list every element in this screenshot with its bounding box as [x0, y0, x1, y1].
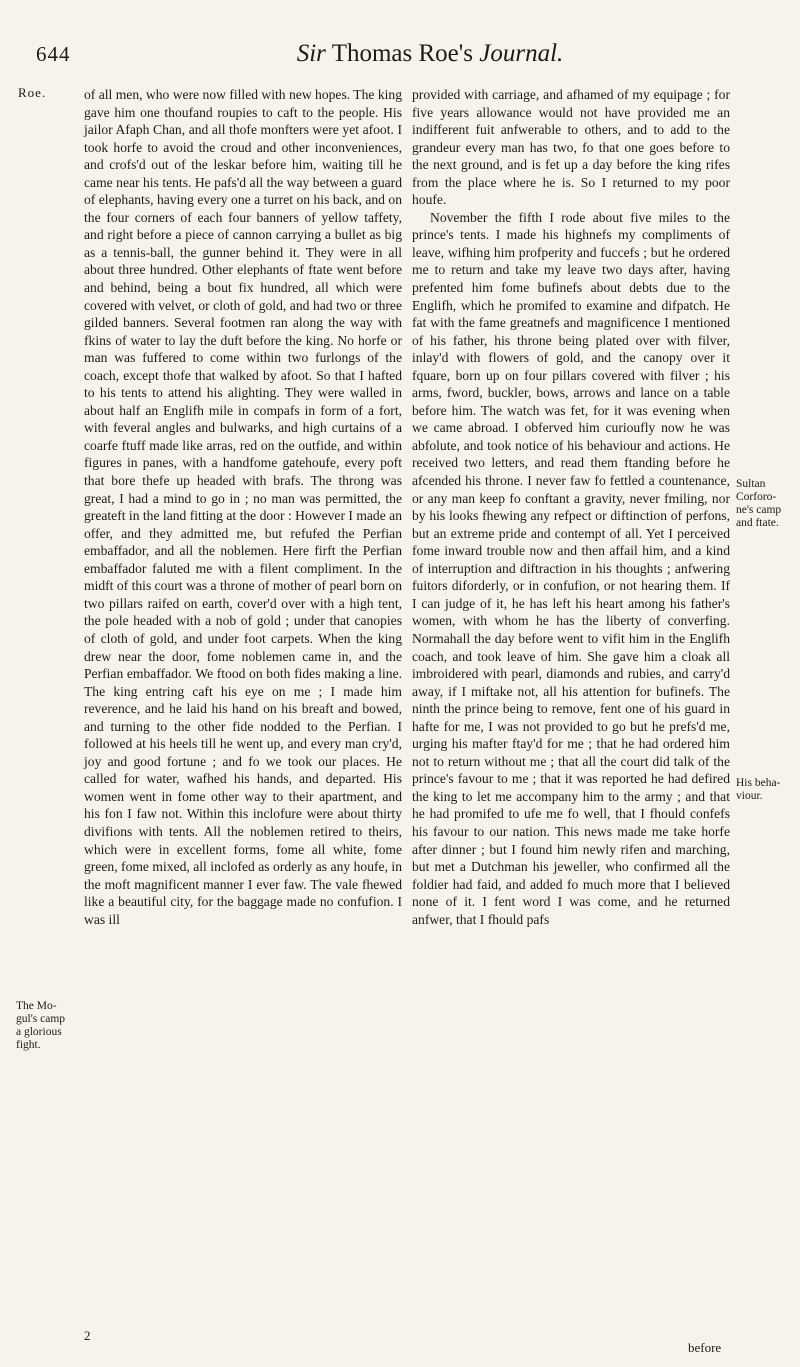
page-header	[0, 0, 800, 80]
margin-note-sultan-camp: Sultan Corforo- ne's camp and ftate.	[736, 478, 782, 529]
page-number: 644	[36, 42, 71, 66]
margin-note-roe: Roe.	[18, 85, 47, 100]
paragraph: November the fifth I rode about five miles to the prince's tents. I made his highnefs my compliments of leave, wifhing him profperity and fuccefs ; but he ordered me to return and take my leave two days after, having prefented him fome bufinefs about debts due to the Englifh, which he promifed to examine and difpatch. He fat with the fame greatnefs and magnificence I mentioned of his father, his throne being plated over with filver, inlay'd with flowers of gold, and the canopy over it fquare, born up on four pillars covered with filver ; his arms, fword, buckler, bows, arrows and lance on a table before him. The watch was fet, for it was evening when we came abroad. I obferved him curioufly now he was abfolute, and took notice of his behaviour and actions. He received two letters, and read them ftanding before he afcended his throne. I never faw fo fettled a countenance, or any man keep fo conftant a gravity, never fmiling, nor by his looks fhewing any refpect or diftinction of perfons, but an extreme pride and contempt of all. Yet I perceived fome inward trouble now and then affail him, and a kind of interruption and diftraction in his thoughts ; anfwering fuitors diforderly, or in confufion, or not hearing them. If I can judge of it, he has left his heart among his father's women, with whom he has the liberty of converfing. Normahall the day before went to vifit him in the Englifh coach, and took leave of him. She gave him a cloak all imbroidered with pearl, diamonds and rubies, and carry'd away, if I miftake not, all his attention for bufinefs. The ninth the prince being to remove, fent one of his guard in hafte for me, I was not provided to go but he prefs'd me, urging his mafter ftay'd for me ; that he had ordered him not to return without me ; that all the court did talk of the prince's favour to me ; that it was reported he had defired the king to let me accompany him to the army ; and that he had promifed to ufe me fo well, that I fhould confefs his favour to our nation. This news made me take horfe after dinner ; but I found him newly rifen and marching, but met a Dutchman his jeweller, who confirmed all the foldier had faid, and added fo much more that I believed none of it. I fent word I was come, and he returned anfwer, that I fhould pafs	[412, 209, 730, 927]
running-title-main: Thomas Roe's	[331, 40, 473, 67]
paragraph: provided with carriage, and afhamed of my equipage ; for five years allowance would not have provided me an indifferent fuit anfwerable to others, and to add to the grandeur every man has two, fo that one goes before to the next ground, and is fet up a day before the king rifes from the place where he is. So I returned to my poor houfe.	[412, 87, 730, 208]
paragraph: of all men, who were now filled with new hopes. The king gave him one thoufand roupies to caft to the people. His jailor Afaph Chan, and all thofe monfters were yet afoot. I took horfe to avoid the croud and other inconveniences, and crofs'd out of the leskar before him, waiting till he came near his tents. He pafs'd all the way between a guard of elephants, having every one a turret on his back, and on the four corners of each four banners of yellow taffety, and right before a piece of cannon carrying a bullet as big as a tennis-ball, the gunner behind it. They were in all about three hundred. Other elephants of ftate went before and behind, being a bout fix hundred, all which were covered with velvet, or cloth of gold, and had two or three gilded banners. Several footmen ran along the way with fkins of water to lay the duft before the king. No horfe or man was fuffered to come within two furlongs of the coach, except thofe that walked by afoot. So that I hafted to his tents to attend his alighting. They were walled in about half an Englifh mile in compafs in form of a fort, with feveral angles and bulwarks, and high curtains of a coarfe ftuff made like arras, red on the outfide, and within figures in panes, with a handfome gatehoufe, every poft that bore thefe up headed with brafs. The throng was great, I had a mind to go in ; no man was permitted, the greateft in the land fitting at the door : However I made an offer, and they admitted me, but refufed the Perfian embaffador, and all the noblemen. Here firft the Perfian embaffador faluted me with a filent compliment. In the midft of this court was a throne of mother of pearl born on two pillars raifed on earth, cover'd over with a high tent, the pole headed with a nob of gold ; under that canopies of cloth of gold, and under foot carpets. When the king drew near the door, fome noblemen came in, and the Perfian embaffador. We ftood on both fides making a line. The king entring caft his eye on me ; I made him reverence, and he laid his hand on his breaft and bowed, and turning to the other fide nodded to the Perfian. I followed at his heels till he went up, and every man cry'd, joy and good fortune ; and fo we took our places. He called for water, wafhed his hands, and departed. His women went in fome other way to their apartment, and his fon I faw not. Within this inclofure were about thirty divifions with tents. All the noblemen retired to theirs, which were in excellent forms, fome all white, fome green, fome mixed, all inclofed as orderly as any houfe, in the moft magnificent manner I ever faw. The vale fhewed like a beautiful city, for the baggage made no confufion. I was ill	[84, 87, 402, 927]
running-title-suffix: Journal.	[479, 40, 564, 67]
right-text-column	[412, 86, 730, 928]
catchword: before	[688, 1340, 722, 1355]
left-text-column	[84, 86, 402, 928]
margin-note-mogul-camp: The Mo- gul's camp a glorious fight.	[16, 1000, 66, 1051]
running-title	[220, 40, 640, 68]
running-title-prefix: Sir	[296, 40, 326, 67]
margin-note-behaviour: His beha- viour.	[736, 777, 781, 802]
signature-mark: 2	[84, 1328, 91, 1343]
